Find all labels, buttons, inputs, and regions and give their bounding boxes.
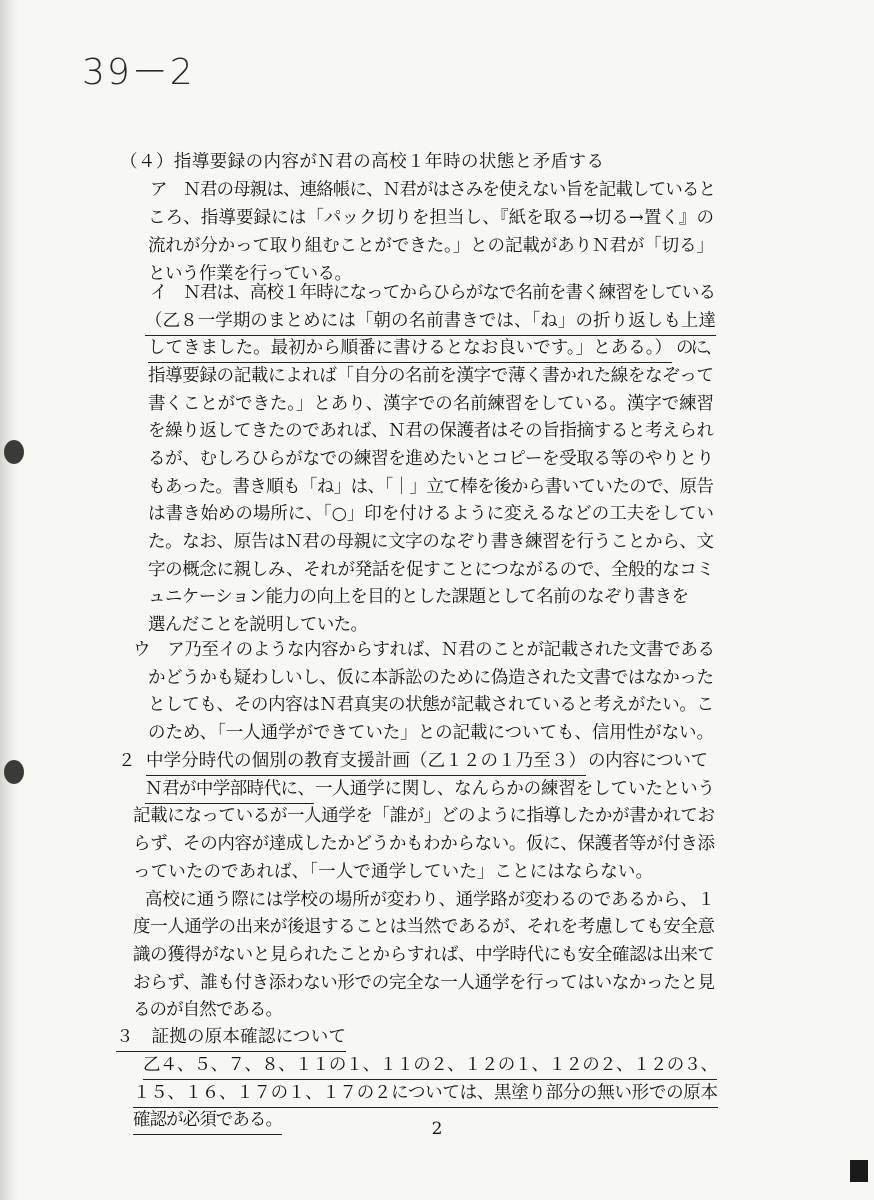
underlined-text-line: 確認が必須である。 [133,1107,282,1135]
text-line: ウ ア乃至イのような内容からすれば、Ｎ君のことが記載された文書である [133,640,715,660]
text-line: ２ [118,751,136,771]
text-line: 記載になっているが一人通学を「誰が」どのように指導したかが書かれてお [133,806,715,826]
text-line: のに、 [676,338,720,358]
text-line: おらず、誰も付き添わない形での完全な一人通学を行ってはいなかったと見 [133,973,715,993]
text-line: らず、その内容が達成したかどうかもわからない。仮に、保護者等が付き添 [133,834,715,854]
corner-mark [850,1160,868,1182]
text-line: ころ、指導要録には「パック切りを担当し、『紙を取る→切る→置く』の [148,208,715,228]
underlined-text-line: （乙８一学期のまとめには「朝の名前書きでは、「ね」の折り返しも上達 [145,308,716,336]
underlined-text-line: してきました。最初から順番に書けるとなお良いです。」とある。） [148,335,672,363]
text-line: 一人通学に関し、なんらかの練習をしていたという [315,779,715,799]
underlined-text-line: Ｎ君が中学部時代に、 [145,776,314,804]
text-line: のため、「一人通学ができていた」との記載についても、信用性がない。 [148,723,714,743]
text-line: ュニケーション能力の向上を目的とした課題として名前のなぞり書きを [148,587,689,607]
text-line: もあった。書き順も「ね」は、「｜」立て棒を後から書いていたので、原告 [148,477,714,497]
text-line: は書き始めの場所に、「○」印を付けるように変えるなどの工夫をしてい [148,504,714,524]
page-number: 2 [431,1119,443,1139]
text-line: としても、その内容はＮ君真実の状態が記載されていると考えがたい。こ [148,695,714,715]
text-line: 字の概念に親しみ、それが発話を促すことにつながるので、全般的なコミ [148,560,714,580]
underlined-text-line: １５、１６、１７の１、１７の２については、黒塗り部分の無い形での原本 [133,1080,718,1108]
text-line: 識の獲得がないと見られたことからすれば、中学時代にも安全確認は出来て [133,945,715,965]
text-line: という作業を行っている。 [148,264,352,284]
text-line: 高校に通う際には学校の場所が変わり、通学路が変わるのであるから、１ [145,890,715,910]
binder-hole-icon [4,760,24,784]
binder-hole-icon [4,440,24,464]
text-line: を繰り返してきたのであれば、Ｎ君の保護者はその旨指摘すると考えられ [148,421,714,441]
underlined-text-line: ３ 証拠の原本確認について [116,1024,346,1052]
text-line: 選んだことを説明していた。 [148,615,368,635]
text-line: イ Ｎ君は、高校１年時になってからひらがなで名前を書く練習をしている [150,283,716,303]
text-line: た。なお、原告はＮ君の母親に文字のなぞり書き練習を行うことから、文 [148,532,714,552]
text-line: 書くことができた。」とあり、漢字での名前練習をしている。漢字で練習 [148,394,714,414]
underlined-text-line: 中学分時代の個別の教育支援計画（乙１２の１乃至３） [146,748,586,776]
handwritten-document-id: 39－2 [82,52,195,93]
text-line: 流れが分かって取り組むことができた。」との記載がありＮ君が「切る」 [148,236,714,256]
text-line: の内容について [588,751,708,771]
text-line: っていたのであれば、「一人で通学していた」ことにはならない。 [133,862,654,882]
underlined-text-line: 乙４、５、７、８、１１の１、１１の２、１２の１、１２の２、１２の３、 [143,1052,717,1080]
text-line: かどうかも疑わしいし、仮に本訴訟のために偽造された文書ではなかった [148,668,714,688]
text-line: るのが自然である。 [133,1000,283,1020]
text-line: （４）指導要録の内容がＮ君の高校１年時の状態と矛盾する [120,152,605,172]
text-line: ア Ｎ君の母親は、連絡帳に、Ｎ君がはさみを使えない旨を記載していると [150,180,716,200]
page-edge [0,0,18,1200]
text-line: 指導要録の記載によれば「自分の名前を漢字で薄く書かれた線をなぞって [148,366,714,386]
text-line: 度一人通学の出来が後退することは当然であるが、それを考慮しても安全意 [133,917,715,937]
text-line: るが、むしろひらがなでの練習を進めたいとコピーを受取る等のやりとり [148,449,714,469]
